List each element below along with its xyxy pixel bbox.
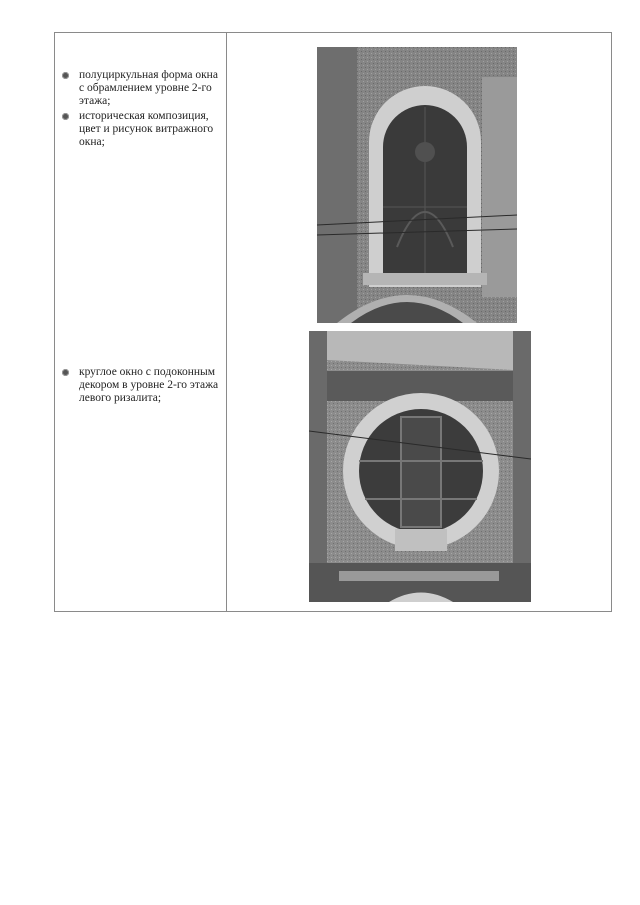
arched-window-image: [317, 47, 517, 323]
document-table: [54, 32, 612, 612]
round-window-image: [309, 331, 531, 602]
bullet-icon: [62, 72, 69, 79]
row-2-features: [61, 366, 221, 407]
feature-text: историческая композиция, цвет и рисунок витражного окна;: [79, 110, 214, 148]
feature-text: полуциркульная форма окна с обрамлением уровне 2-го этажа;: [79, 69, 218, 107]
list-item: [61, 366, 221, 405]
bullet-icon: [62, 369, 69, 376]
feature-text: круглое окно с подоконным декором в уровне 2-го этажа левого ризалита;: [79, 366, 219, 404]
round-window-photo: [309, 331, 531, 602]
row-1-features: [61, 69, 221, 151]
list-item: [61, 69, 221, 108]
arched-window-photo: [317, 47, 517, 323]
bullet-icon: [62, 113, 69, 120]
list-item: [61, 110, 221, 149]
column-divider: [226, 33, 227, 611]
